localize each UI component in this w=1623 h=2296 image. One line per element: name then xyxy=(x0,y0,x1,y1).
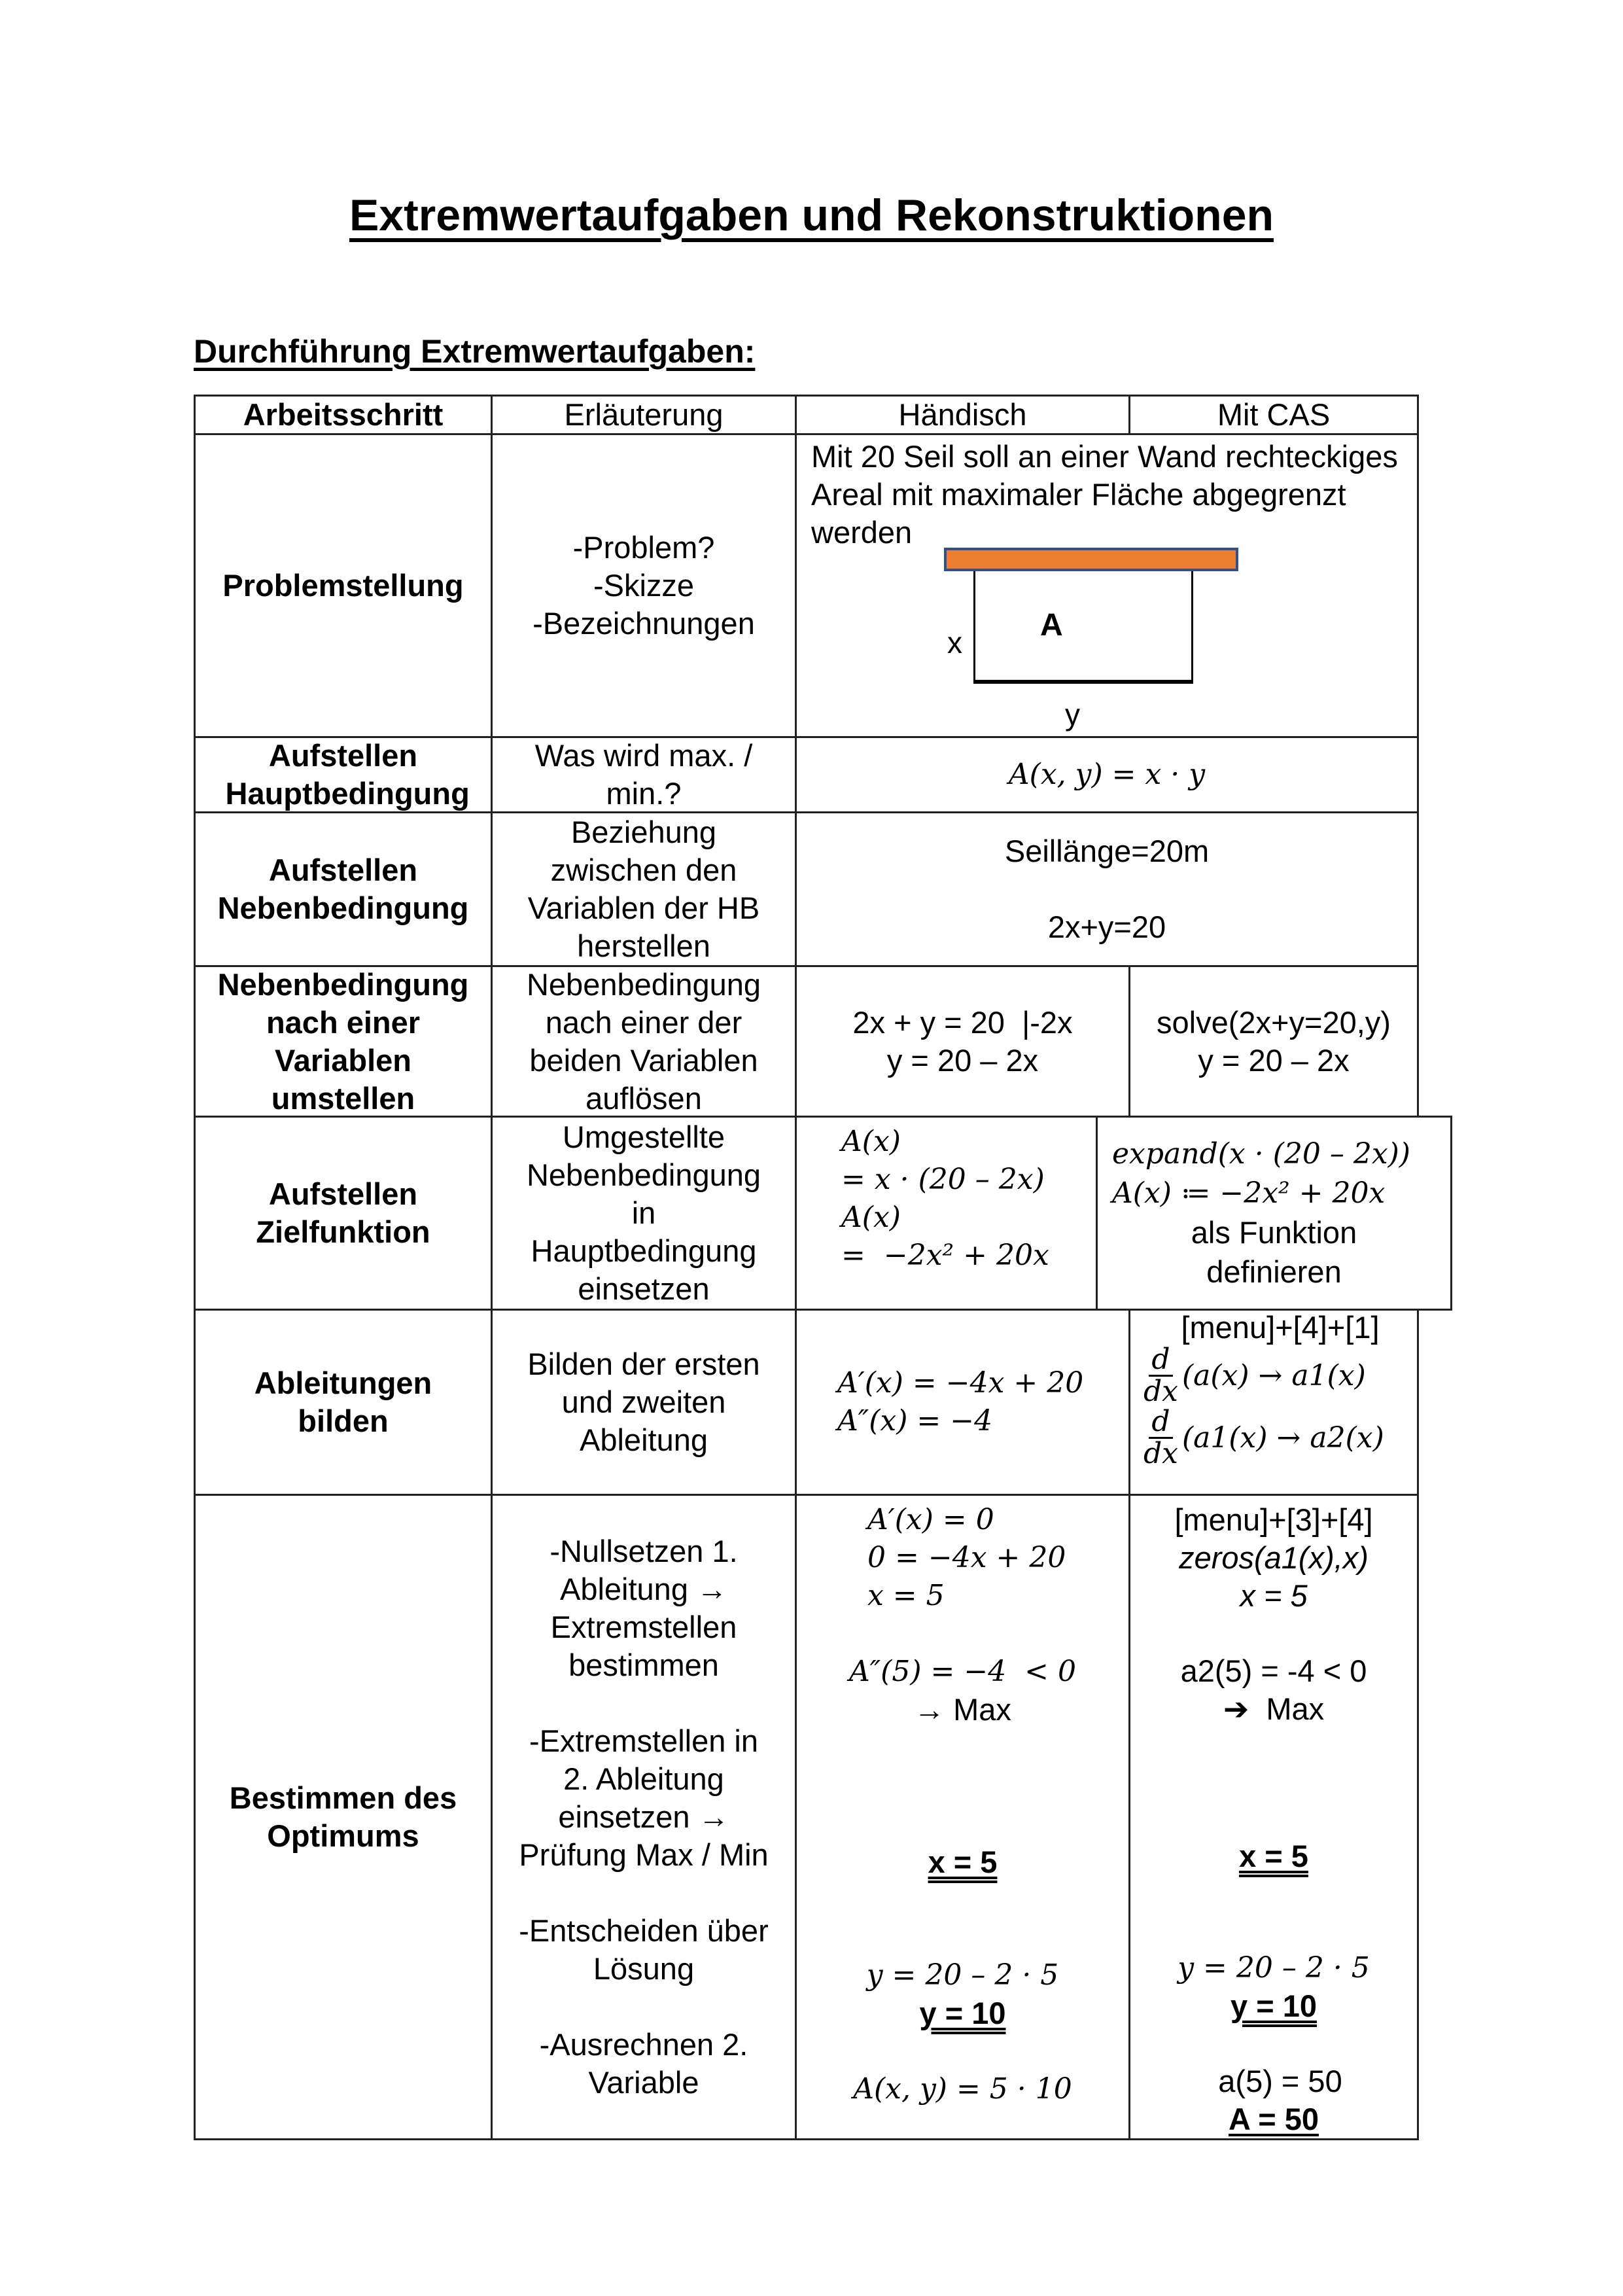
area-label: A xyxy=(1040,608,1063,643)
step-problemstellung: Problemstellung xyxy=(194,433,493,738)
cas-keys-derivative: [menu]+[4]+[1] xyxy=(1181,1310,1380,1345)
manual-zielfunktion: A(x) = x · (20 – 2x) A(x) = −2x² + 20x xyxy=(795,1116,1098,1311)
nebenbedingung-formula: 2x+y=20 xyxy=(1047,910,1166,944)
cas-derivative-1: $\frac{d}{dx}$ (a(x) → a1(x) xyxy=(1143,1343,1366,1408)
manual-x-result: x = 5 xyxy=(928,1845,998,1879)
explanation-umstellen: Nebenbedingung nach einer der beiden Variablen auflösen xyxy=(491,965,797,1118)
explanation-nebenbedingung: Beziehung zwischen den Variablen der HB herstellen xyxy=(491,811,797,967)
fence-rect xyxy=(973,571,1193,684)
seillaenge-text: Seillänge=20m xyxy=(1004,834,1210,868)
step-zielfunktion: Aufstellen Zielfunktion xyxy=(194,1116,493,1311)
header-arbeitsschritt: Arbeitsschritt xyxy=(194,395,493,435)
manual-optimum: A′(x) = 0 0 = −4x + 20 x = 5 A″(5) = −4 < 0 → Max x = 5 y = 20 – 2 · 5 y = 10 A(x, y) = 5 · 10 xyxy=(795,1494,1130,2140)
manual-ableitungen: A′(x) = −4x + 20 A″(x) = −4 xyxy=(795,1309,1130,1496)
side-label-y: y xyxy=(1065,698,1080,732)
manual-umstellen: 2x + y = 20 |-2x y = 20 – 2x xyxy=(795,965,1130,1118)
problem-text: Mit 20 Seil soll an einer Wand rechteckiges Areal mit maximaler Fläche abgegrenzt werden xyxy=(811,439,1398,550)
cas-umstellen: solve(2x+y=20,y) y = 20 – 2x xyxy=(1128,965,1419,1118)
side-label-x: x xyxy=(947,626,962,660)
cas-x-result: x = 5 xyxy=(1239,1839,1308,1874)
explanation-ableitungen: Bilden der ersten und zweiten Ableitung xyxy=(491,1309,797,1496)
step-optimum: Bestimmen des Optimums xyxy=(194,1494,493,2140)
cas-area-result: A = 50 xyxy=(1228,2102,1319,2136)
header-mit-cas: Mit CAS xyxy=(1128,395,1419,435)
cas-optimum: [menu]+[3]+[4] zeros(a1(x),x) x = 5 a2(5) = -4 < 0 ➔ Max x = 5 y = 20 – 2 · 5 y = 10 a(5) = 50 A = 50 xyxy=(1128,1494,1419,2140)
explanation-problemstellung: -Problem? -Skizze -Bezeichnungen xyxy=(491,433,797,738)
hauptbedingung-formula: A(x, y) = x · y xyxy=(1008,758,1206,791)
nebenbedingung-cell xyxy=(795,811,1419,967)
manual-y-result: y = 10 xyxy=(919,1996,1006,2030)
document-title: Extremwertaufgaben und Rekonstruktionen xyxy=(349,190,1274,240)
step-ableitungen: Ableitungen bilden xyxy=(194,1309,493,1496)
explanation-hauptbedingung: Was wird max. / min.? xyxy=(491,736,797,813)
header-erlaeuterung: Erläuterung xyxy=(491,395,797,435)
explanation-zielfunktion: Umgestellte Nebenbedingung in Hauptbedingung einsetzen xyxy=(491,1116,797,1311)
header-haendisch: Händisch xyxy=(795,395,1130,435)
step-umstellen: Nebenbedingung nach einer Variablen umstellen xyxy=(194,965,493,1118)
step-nebenbedingung: Aufstellen Nebenbedingung xyxy=(194,811,493,967)
cas-y-result: y = 10 xyxy=(1230,1988,1317,2024)
hauptbedingung-formula-cell xyxy=(795,736,1419,813)
step-hauptbedingung: Aufstellen Hauptbedingung xyxy=(194,736,493,813)
explanation-optimum: -Nullsetzen 1. Ableitung → Extremstellen bestimmen -Extremstellen in 2. Ableitung einsetzen → Prüfung Max / Min -Entscheiden über Lösung -Ausrechnen 2. Variable xyxy=(491,1494,797,2140)
section-heading: Durchführung Extremwertaufgaben: xyxy=(194,333,756,370)
cas-derivative-2: $\frac{d}{dx}$ (a1(x) → a2(x) xyxy=(1143,1405,1384,1470)
cas-ableitungen xyxy=(1128,1309,1419,1496)
wall-rect xyxy=(944,548,1238,571)
cas-zielfunktion: expand(x · (20 – 2x)) A(x) ≔ −2x² + 20x als Funktion definieren xyxy=(1096,1116,1452,1311)
